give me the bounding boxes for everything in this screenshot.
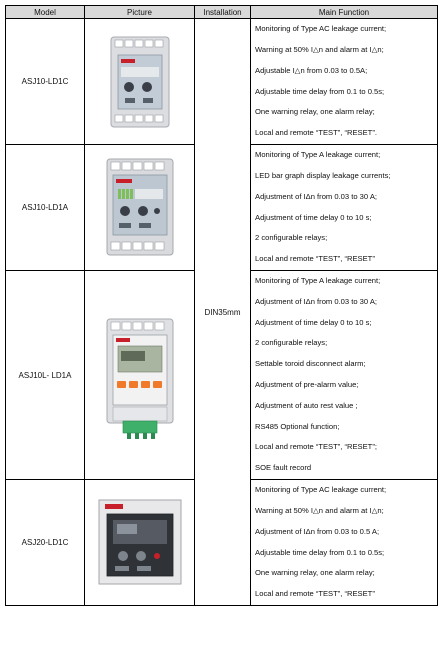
function-line: Warning at 50% I△n and alarm at I△n;: [255, 44, 384, 54]
model-cell: ASJ10L- LD1A: [6, 271, 85, 480]
function-line: Monitoring of Type AC leakage current;: [255, 24, 387, 34]
header-picture: Picture: [85, 6, 195, 19]
device-image-asj10-ld1a: [85, 145, 195, 270]
function-line: Adjustable time delay from 0.1 to 0.5s;: [255, 86, 385, 96]
picture-cell: [85, 271, 195, 480]
function-line: 2 configurable relays;: [255, 233, 328, 243]
function-line: Local and remote “TEST”, “RESET”: [255, 254, 375, 264]
device-image-asj10-ld1c: [85, 19, 195, 144]
table-row: [6, 19, 438, 145]
function-line: LED bar graph display leakage currents;: [255, 170, 391, 180]
function-line: Monitoring of Type A leakage current;: [255, 276, 381, 286]
header-row: [6, 6, 438, 19]
function-line: Settable toroid disconnect alarm;: [255, 359, 366, 369]
product-spec-table: [5, 5, 438, 606]
function-line: Adjustment of IΔn from 0.03 to 30 A;: [255, 296, 377, 306]
function-line: SOE fault record: [255, 463, 312, 473]
function-line: Monitoring of Type A leakage current;: [255, 150, 381, 160]
function-line: One warning relay, one alarm relay;: [255, 568, 375, 578]
function-line: Local and remote “TEST”, “RESET”: [255, 589, 375, 599]
function-line: Adjustment of time delay 0 to 10 s;: [255, 317, 372, 327]
picture-cell: [85, 19, 195, 145]
device-image-asj10l-ld1a: [85, 271, 195, 479]
function-line: 2 configurable relays;: [255, 338, 328, 348]
function-line: Adjustment of auto rest value ;: [255, 400, 358, 410]
function-line: Adjustment of time delay 0 to 10 s;: [255, 212, 372, 222]
function-cell: [251, 271, 438, 480]
header-main-function: Main Function: [251, 6, 438, 19]
installation-cell: DIN35mm: [195, 19, 251, 606]
function-line: Adjustable I△n from 0.03 to 0.5A;: [255, 65, 368, 75]
function-line: Warning at 50% I△n and alarm at I△n;: [255, 505, 384, 515]
picture-cell: [85, 145, 195, 271]
function-line: One warning relay, one alarm relay;: [255, 107, 375, 117]
function-cell: [251, 480, 438, 606]
function-line: RS485 Optional function;: [255, 421, 340, 431]
header-model: Model: [6, 6, 85, 19]
device-image-asj20-ld1c: [85, 480, 195, 605]
model-cell: ASJ20-LD1C: [6, 480, 85, 606]
function-line: Adjustment of pre-alarm value;: [255, 380, 359, 389]
header-installation: Installation: [195, 6, 251, 19]
function-cell: [251, 19, 438, 145]
picture-cell: [85, 480, 195, 606]
model-cell: ASJ10-LD1A: [6, 145, 85, 271]
function-line: Monitoring of Type AC leakage current;: [255, 485, 387, 495]
function-line: Adjustment of IΔn from 0.03 to 0.5 A;: [255, 526, 380, 536]
function-line: Adjustment of IΔn from 0.03 to 30 A;: [255, 191, 377, 201]
model-cell: ASJ10-LD1C: [6, 19, 85, 145]
function-line: Adjustable time delay from 0.1 to 0.5s;: [255, 547, 385, 557]
function-cell: [251, 145, 438, 271]
function-line: Local and remote “TEST”, “RESET”.: [255, 128, 377, 138]
function-line: Local and remote “TEST”, “RESET”;: [255, 442, 377, 452]
